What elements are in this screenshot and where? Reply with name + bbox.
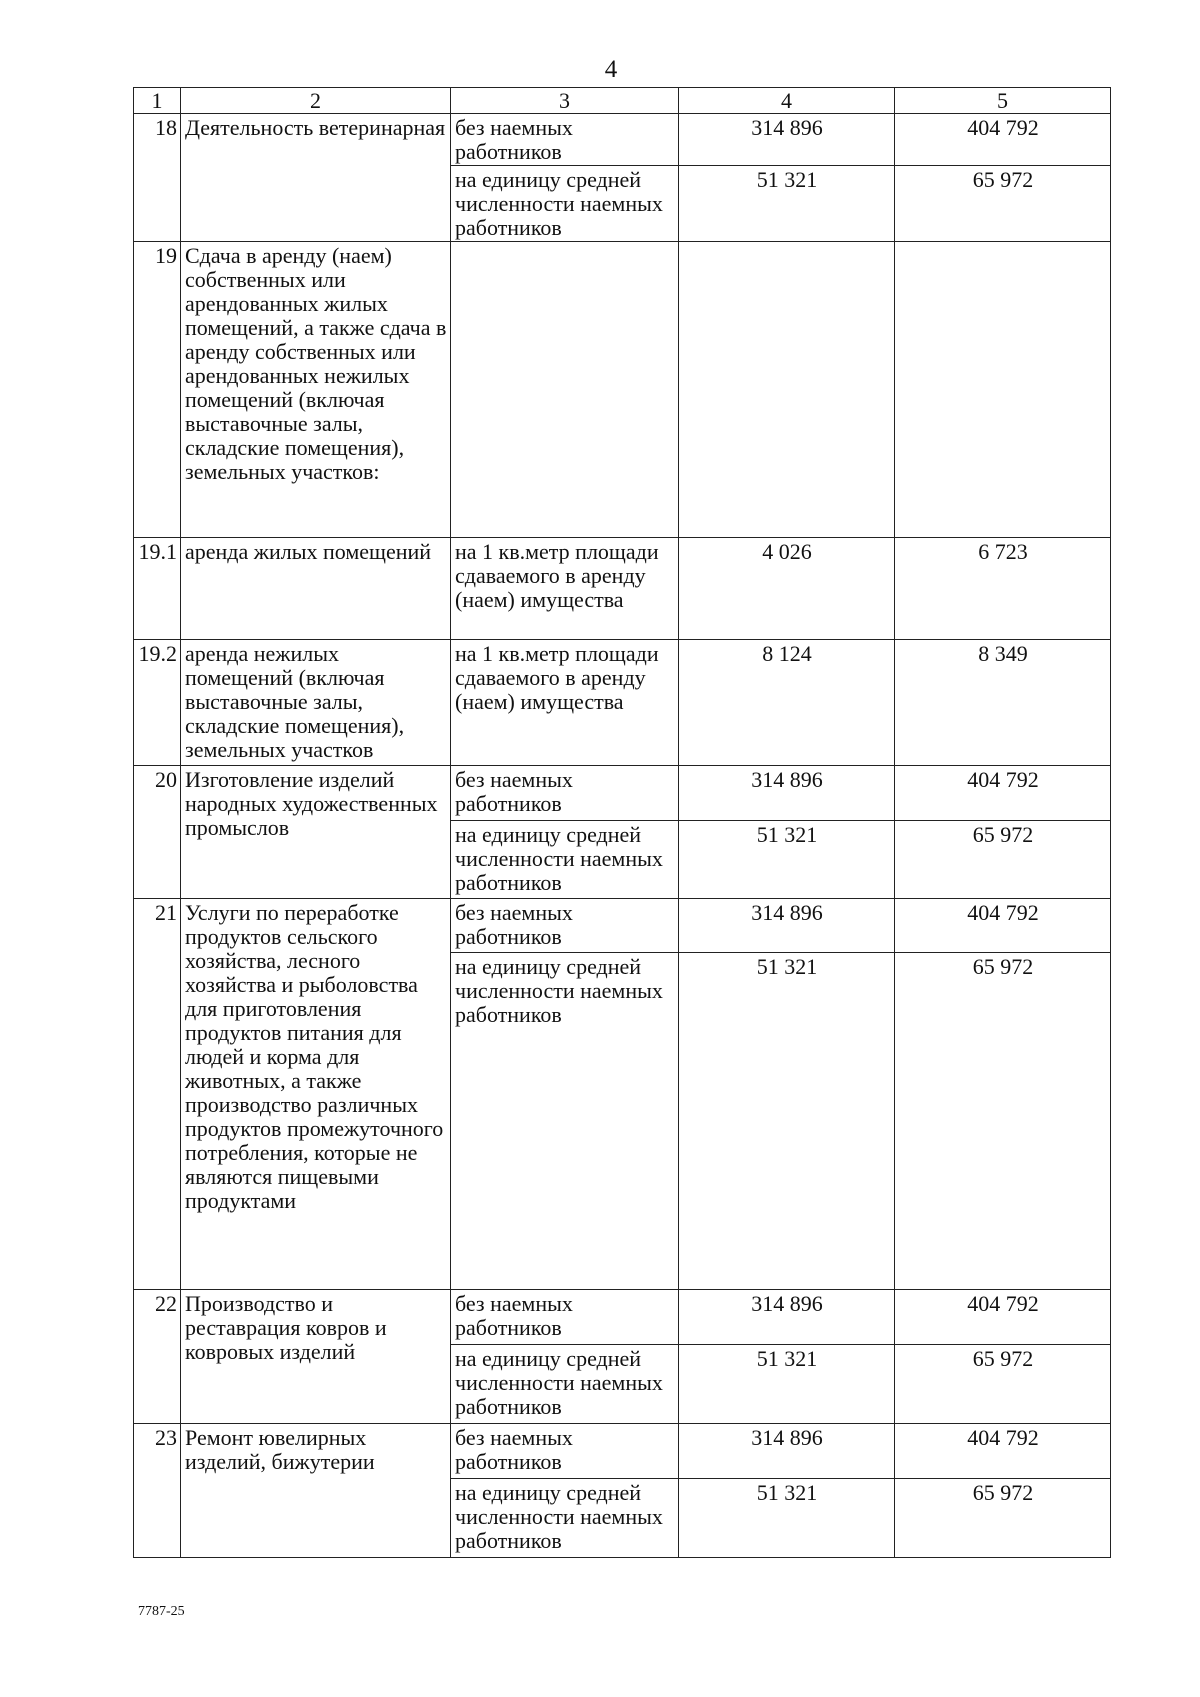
value-col4: 314 896 [679, 1424, 895, 1479]
value-col5: 65 972 [895, 166, 1111, 242]
value-col5: 404 792 [895, 1424, 1111, 1479]
value-col4: 4 026 [679, 538, 895, 640]
activity-name: Услуги по переработке продуктов сельского хозяйства, лесного хозяйства и рыболовства для приготовления продуктов питания для людей и корма для животных, а также производство различных продуктов промежуточного потребления, которые не являются пищевыми продуктами [181, 899, 451, 1290]
activity-name: аренда жилых помещений [181, 538, 451, 640]
activity-name: аренда нежилых помещений (включая выставочные залы, складские помещения), земельных участков [181, 640, 451, 766]
calculation-basis: без наемных работников [451, 1290, 679, 1345]
value-col5: 8 349 [895, 640, 1111, 766]
table-row [134, 1424, 1111, 1479]
row-number: 19.2 [134, 640, 181, 766]
value-col4: 51 321 [679, 166, 895, 242]
value-col5: 65 972 [895, 953, 1111, 1290]
value-col4 [679, 242, 895, 538]
calculation-basis [451, 242, 679, 538]
value-col5: 65 972 [895, 821, 1111, 899]
value-col4: 51 321 [679, 821, 895, 899]
row-number: 19 [134, 242, 181, 538]
value-col4: 51 321 [679, 1345, 895, 1424]
row-number: 21 [134, 899, 181, 1290]
row-number: 23 [134, 1424, 181, 1558]
calculation-basis: на единицу средней численности наемных работников [451, 166, 679, 242]
activity-name: Изготовление изделий народных художественных промыслов [181, 766, 451, 899]
column-header-2: 2 [181, 88, 451, 114]
value-col4: 51 321 [679, 953, 895, 1290]
table-row [134, 1290, 1111, 1345]
value-col5: 404 792 [895, 766, 1111, 821]
calculation-basis: без наемных работников [451, 766, 679, 821]
activity-name: Деятельность ветеринарная [181, 114, 451, 242]
table-row [134, 766, 1111, 821]
activity-name: Производство и реставрация ковров и ковровых изделий [181, 1290, 451, 1424]
calculation-basis: без наемных работников [451, 899, 679, 953]
tariff-table [133, 87, 1111, 1558]
value-col4: 314 896 [679, 899, 895, 953]
value-col5: 6 723 [895, 538, 1111, 640]
row-number: 18 [134, 114, 181, 242]
value-col4: 314 896 [679, 1290, 895, 1345]
table-header-row [134, 88, 1111, 114]
calculation-basis: на единицу средней численности наемных работников [451, 821, 679, 899]
calculation-basis: на единицу средней численности наемных работников [451, 1345, 679, 1424]
value-col4: 8 124 [679, 640, 895, 766]
value-col4: 314 896 [679, 766, 895, 821]
column-header-1: 1 [134, 88, 181, 114]
calculation-basis: на единицу средней численности наемных работников [451, 1479, 679, 1558]
table-row [134, 242, 1111, 538]
calculation-basis: без наемных работников [451, 114, 679, 166]
column-header-4: 4 [679, 88, 895, 114]
calculation-basis: на 1 кв.метр площади сдаваемого в аренду (наем) имущества [451, 538, 679, 640]
row-number: 19.1 [134, 538, 181, 640]
calculation-basis: без наемных работников [451, 1424, 679, 1479]
table-row [134, 640, 1111, 766]
value-col4: 314 896 [679, 114, 895, 166]
row-number: 22 [134, 1290, 181, 1424]
calculation-basis: на единицу средней численности наемных работников [451, 953, 679, 1290]
value-col5 [895, 242, 1111, 538]
column-header-3: 3 [451, 88, 679, 114]
table-row [134, 538, 1111, 640]
document-code: 7787-25 [138, 1604, 185, 1619]
value-col5: 404 792 [895, 114, 1111, 166]
value-col5: 65 972 [895, 1345, 1111, 1424]
table-row [134, 114, 1111, 166]
page-number: 4 [604, 56, 618, 83]
value-col5: 404 792 [895, 899, 1111, 953]
value-col4: 51 321 [679, 1479, 895, 1558]
activity-name: Сдача в аренду (наем) собственных или арендованных жилых помещений, а также сдача в аренду собственных или арендованных нежилых помещений (включая выставочные залы, складские помещения), земельных участков: [181, 242, 451, 538]
calculation-basis: на 1 кв.метр площади сдаваемого в аренду (наем) имущества [451, 640, 679, 766]
value-col5: 65 972 [895, 1479, 1111, 1558]
column-header-5: 5 [895, 88, 1111, 114]
value-col5: 404 792 [895, 1290, 1111, 1345]
table-row [134, 899, 1111, 953]
row-number: 20 [134, 766, 181, 899]
activity-name: Ремонт ювелирных изделий, бижутерии [181, 1424, 451, 1558]
